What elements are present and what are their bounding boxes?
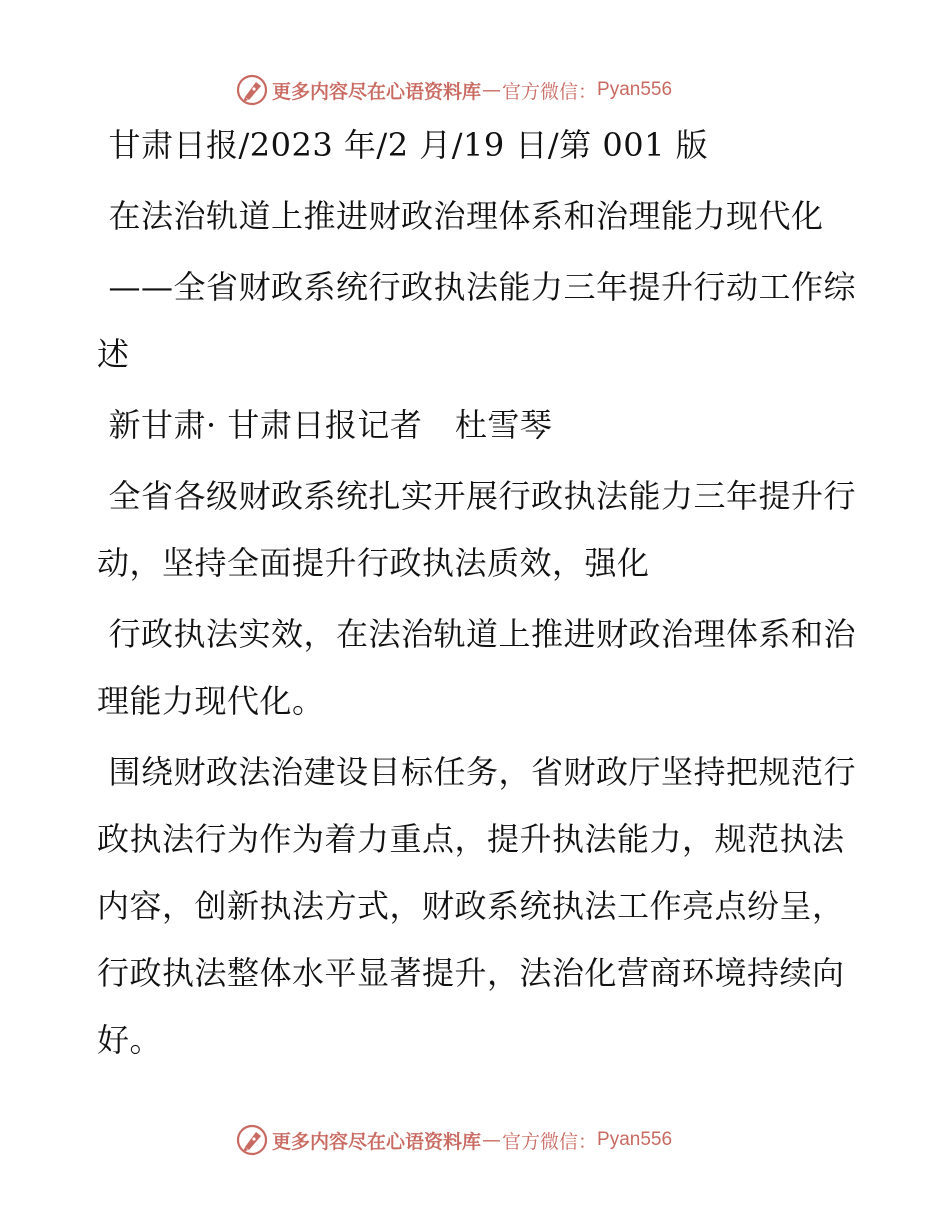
watermark-banner-bottom [236, 1122, 796, 1158]
pen-nib-logo-icon [236, 74, 268, 106]
watermark-separator: — [482, 79, 502, 101]
article-paragraph: 行政执法实效，在法治轨道上推进财政治理体系和治理能力现代化。 [97, 615, 857, 720]
watermark-wechat-id: Pyan556 [597, 1129, 673, 1150]
pen-nib-logo-icon [236, 1124, 268, 1156]
watermark-text: 更多内容尽在心语资料库 [272, 80, 482, 103]
watermark-separator: — [482, 1129, 502, 1151]
article-byline: 新甘肃· 甘肃日报记者 杜雪琴 [108, 406, 553, 444]
article-dateline: 甘肃日报/2023 年/2 月/19 日/第 001 版 [108, 126, 709, 164]
watermark-wechat-label: 官方微信： [502, 1130, 598, 1153]
article-paragraph: 全省各级财政系统扎实开展行政执法能力三年提升行动，坚持全面提升行政执法质效，强化 [97, 477, 857, 582]
watermark-wechat-label: 官方微信： [502, 80, 598, 103]
article-paragraph: 围绕财政法治建设目标任务，省财政厅坚持把规范行政执法行为作为着力重点，提升执法能力，规范执法内容，创新执法方式，财政系统执法工作亮点纷呈，行政执法整体水平显著提升，法治化营商环境持续向好。 [97, 753, 857, 1059]
article-title: 在法治轨道上推进财政治理体系和治理能力现代化 [108, 197, 824, 235]
watermark-text: 更多内容尽在心语资料库 [272, 1130, 482, 1153]
watermark-wechat-id: Pyan556 [597, 79, 673, 100]
watermark-banner-top [236, 72, 796, 108]
article-body [97, 112, 857, 1078]
article-subtitle: ——全省财政系统行政执法能力三年提升行动工作综述 [97, 268, 857, 373]
